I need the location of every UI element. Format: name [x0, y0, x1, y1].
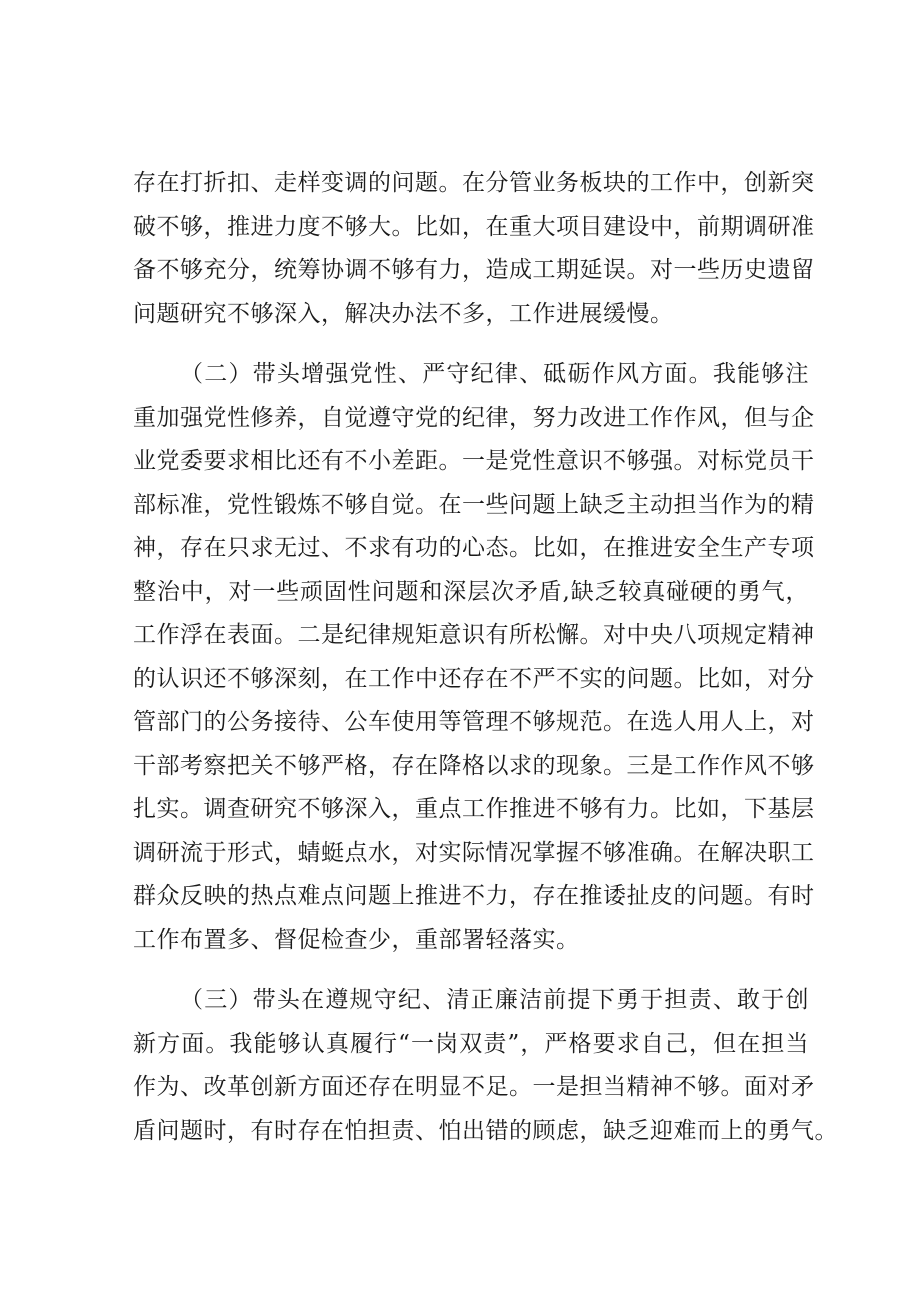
paragraph-continued	[133, 162, 815, 336]
text-line: 存在打折扣、走样变调的问题。在分管业务板块的工作中，创新突	[133, 170, 815, 196]
text-line: 神，存在只求无过、不求有功的心态。比如，在推进安全生产专项	[133, 535, 815, 561]
text-line: 工作布置多、督促检查少，重部署轻落实。	[133, 926, 580, 953]
text-line: 部标准，党性锻炼不够自觉。在一些问题上缺乏主动担当作为的精	[133, 491, 815, 518]
text-line: 破不够，推进力度不够大。比如，在重大项目建设中，前期调研准	[133, 213, 815, 240]
text-line: 调研流于形式，蜻蜓点水，对实际情况掌握不够准确。在解决职工	[133, 839, 815, 866]
paragraph-section-2	[133, 353, 815, 962]
text-line: 业党委要求相比还有不小差距。一是党性意识不够强。对标党员干	[133, 448, 815, 474]
text-line: 作为、改革创新方面还存在明显不足。一是担当精神不够。面对矛	[133, 1074, 815, 1100]
section-heading-line: （二）带头增强党性、严守纪律、砥砺作风方面。我能够注	[180, 361, 809, 387]
text-line: 干部考察把关不够严格，存在降格以求的现象。三是工作作风不够	[133, 752, 815, 779]
paragraph-section-3	[133, 979, 838, 1153]
text-line: 盾问题时，有时存在怕担责、怕出错的顾虑，缺乏迎难而上的勇气。	[133, 1117, 838, 1144]
text-line: 扎实。调查研究不够深入，重点工作推进不够有力。比如，下基层	[133, 796, 815, 822]
text-line: 新方面。我能够认真履行“一岗双责”，严格要求自己，但在担当	[133, 1030, 809, 1057]
text-line: 群众反映的热点难点问题上推进不力，存在推诿扯皮的问题。有时	[133, 883, 815, 909]
document-body	[133, 162, 838, 1170]
text-line: 问题研究不够深入，解决办法不多，工作进展缓慢。	[133, 300, 674, 327]
text-line: 备不够充分，统筹协调不够有力，造成工期延误。对一些历史遗留	[133, 257, 815, 283]
text-line: 的认识还不够深刻，在工作中还存在不严不实的问题。比如，对分	[133, 665, 815, 692]
text-line: 重加强党性修养，自觉遵守党的纪律，努力改进工作作风，但与企	[133, 404, 815, 431]
section-heading-line: （三）带头在遵规守纪、清正廉洁前提下勇于担责、敢于创	[180, 987, 809, 1013]
text-line: 整治中，对一些顽固性问题和深层次矛盾,缺乏较真碰硬的勇气，	[133, 578, 809, 605]
text-line: 工作浮在表面。二是纪律规矩意识有所松懈。对中央八项规定精神	[133, 622, 815, 648]
text-line: 管部门的公务接待、公车使用等管理不够规范。在选人用人上，对	[133, 709, 815, 735]
